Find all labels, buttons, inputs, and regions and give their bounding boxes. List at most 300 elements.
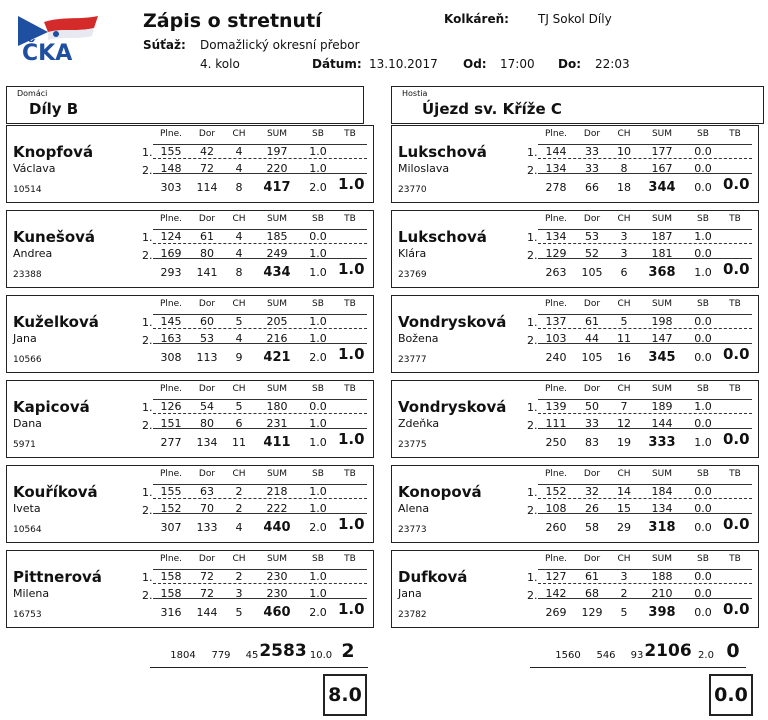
round-dor: 50 <box>585 400 599 413</box>
round-dor: 33 <box>585 417 599 430</box>
player-registration: 10566 <box>13 355 42 365</box>
column-header-ch: CH <box>232 384 246 394</box>
round-sb: 0.0 <box>694 162 712 175</box>
total-dor: 134 <box>196 436 218 449</box>
column-header-sum: SUM <box>651 299 673 309</box>
row-divider <box>153 328 367 329</box>
total-ch: 6 <box>620 266 628 279</box>
round-number: 2. <box>142 589 153 602</box>
column-header-ch: CH <box>232 469 246 479</box>
round-plne: 134 <box>545 162 567 175</box>
column-header-plne: Plne. <box>544 299 568 309</box>
round-ch: 14 <box>617 485 631 498</box>
total-sb: 2.0 <box>309 606 327 619</box>
column-header-sb: SB <box>312 469 324 479</box>
column-header-tb: TB <box>729 299 741 309</box>
sutaz-label: Súťaž: <box>143 38 186 52</box>
round-dor: 54 <box>200 400 214 413</box>
column-header-dor: Dor <box>583 384 601 394</box>
round-ch: 3 <box>235 587 243 600</box>
round-sb: 0.0 <box>694 417 712 430</box>
round-ch: 8 <box>620 162 628 175</box>
page-title: Zápis o stretnutí <box>143 10 322 32</box>
round-sum: 220 <box>266 162 288 175</box>
round-dor: 32 <box>585 485 599 498</box>
total-sum: 460 <box>263 605 291 620</box>
round-number: 1. <box>142 146 153 159</box>
datum-label: Dátum: <box>312 57 362 71</box>
total-sum: 368 <box>648 265 676 280</box>
round-number: 1. <box>527 486 538 499</box>
column-header-tb: TB <box>729 129 741 139</box>
round-plne: 148 <box>160 162 182 175</box>
round-plne: 151 <box>160 417 182 430</box>
player-surname: Lukschová <box>398 143 487 161</box>
player-registration: 23782 <box>398 610 427 620</box>
total-plne: 316 <box>160 606 182 619</box>
round-ch: 6 <box>235 417 243 430</box>
player-tb-points: 0.0 <box>723 345 750 363</box>
round-dor: 26 <box>585 502 599 515</box>
round-sb: 1.0 <box>309 315 327 328</box>
round-dor: 61 <box>200 230 214 243</box>
column-header-tb: TB <box>344 129 356 139</box>
column-header-sum: SUM <box>266 129 288 139</box>
round-number: 1. <box>527 231 538 244</box>
player-registration: 23769 <box>398 270 427 280</box>
round-number: 1. <box>142 401 153 414</box>
round-plne: 145 <box>160 315 182 328</box>
column-header-sum: SUM <box>266 554 288 564</box>
round-sb: 0.0 <box>309 230 327 243</box>
round-sum: 230 <box>266 570 288 583</box>
player-first-name: Václava <box>13 162 56 175</box>
round-sum: 216 <box>266 332 288 345</box>
total-sum: 417 <box>263 180 291 195</box>
round-dor: 53 <box>585 230 599 243</box>
round-dor: 80 <box>200 247 214 260</box>
round-sb: 1.0 <box>309 332 327 345</box>
away-total-tb: 0 <box>726 640 740 662</box>
round-sb: 1.0 <box>309 145 327 158</box>
round-sb: 0.0 <box>694 587 712 600</box>
player-surname: Vondrysková <box>398 398 507 416</box>
round-dor: 61 <box>585 315 599 328</box>
player-registration: 16753 <box>13 610 42 620</box>
od-value: 17:00 <box>500 57 535 71</box>
column-header-sum: SUM <box>651 469 673 479</box>
column-header-plne: Plne. <box>159 469 183 479</box>
column-header-tb: TB <box>344 214 356 224</box>
kolo-value: 4. kolo <box>200 57 240 71</box>
home-player-card <box>6 295 374 373</box>
od-label: Od: <box>463 57 487 71</box>
round-dor: 61 <box>585 570 599 583</box>
home-player-card <box>6 380 374 458</box>
datum-value: 13.10.2017 <box>369 57 438 71</box>
round-sum: 205 <box>266 315 288 328</box>
round-ch: 4 <box>235 162 243 175</box>
round-plne: 158 <box>160 570 182 583</box>
player-first-name: Dana <box>13 417 42 430</box>
player-registration: 23770 <box>398 185 427 195</box>
round-sum: 231 <box>266 417 288 430</box>
round-ch: 3 <box>620 230 628 243</box>
player-tb-points: 1.0 <box>338 260 365 278</box>
player-first-name: Zdeňka <box>398 417 440 430</box>
column-header-sum: SUM <box>266 299 288 309</box>
row-divider <box>538 498 752 499</box>
column-header-sum: SUM <box>266 384 288 394</box>
total-sb: 2.0 <box>309 351 327 364</box>
away-team-box <box>391 86 764 124</box>
round-number: 2. <box>527 589 538 602</box>
player-tb-points: 1.0 <box>338 345 365 363</box>
total-ch: 29 <box>617 521 631 534</box>
round-sb: 1.0 <box>309 162 327 175</box>
round-number: 1. <box>527 571 538 584</box>
player-tb-points: 1.0 <box>338 430 365 448</box>
round-sum: 230 <box>266 587 288 600</box>
row-divider <box>538 583 752 584</box>
column-header-sum: SUM <box>651 554 673 564</box>
total-ch: 11 <box>232 436 246 449</box>
player-tb-points: 0.0 <box>723 430 750 448</box>
round-number: 1. <box>142 231 153 244</box>
home-total-dor: 779 <box>211 650 231 661</box>
row-divider <box>538 328 752 329</box>
player-first-name: Andrea <box>13 247 53 260</box>
total-sb: 0.0 <box>694 351 712 364</box>
round-plne: 137 <box>545 315 567 328</box>
round-sb: 0.0 <box>309 400 327 413</box>
player-first-name: Miloslava <box>398 162 450 175</box>
total-plne: 250 <box>545 436 567 449</box>
column-header-sb: SB <box>312 554 324 564</box>
round-ch: 4 <box>235 332 243 345</box>
column-header-sb: SB <box>697 554 709 564</box>
column-header-sb: SB <box>697 469 709 479</box>
player-first-name: Jana <box>13 332 37 345</box>
away-player-card <box>391 125 759 203</box>
column-header-sb: SB <box>312 214 324 224</box>
round-ch: 2 <box>235 485 243 498</box>
total-sb: 1.0 <box>694 266 712 279</box>
column-header-sb: SB <box>697 384 709 394</box>
sutaz-value: Domažlický okresní přebor <box>200 38 360 52</box>
column-header-sb: SB <box>312 299 324 309</box>
home-label: Domáci <box>17 89 48 98</box>
round-sum: 210 <box>651 587 673 600</box>
total-sum: 333 <box>648 435 676 450</box>
total-plne: 260 <box>545 521 567 534</box>
round-ch: 15 <box>617 502 631 515</box>
total-sb: 2.0 <box>309 521 327 534</box>
round-sb: 0.0 <box>694 145 712 158</box>
round-dor: 60 <box>200 315 214 328</box>
round-sum: 218 <box>266 485 288 498</box>
round-number: 2. <box>142 504 153 517</box>
column-header-plne: Plne. <box>544 384 568 394</box>
round-ch: 5 <box>235 315 243 328</box>
column-header-dor: Dor <box>583 299 601 309</box>
column-header-sb: SB <box>697 129 709 139</box>
svg-text:ČKA: ČKA <box>22 41 73 66</box>
column-header-sb: SB <box>697 214 709 224</box>
total-ch: 5 <box>235 606 243 619</box>
player-surname: Kuželková <box>13 313 99 331</box>
round-ch: 3 <box>620 570 628 583</box>
total-plne: 293 <box>160 266 182 279</box>
round-sum: 249 <box>266 247 288 260</box>
column-header-tb: TB <box>729 214 741 224</box>
total-ch: 4 <box>235 521 243 534</box>
round-number: 2. <box>142 164 153 177</box>
round-dor: 80 <box>200 417 214 430</box>
player-first-name: Milena <box>13 587 50 600</box>
round-sb: 0.0 <box>694 315 712 328</box>
round-sum: 222 <box>266 502 288 515</box>
home-total-ch: 45 <box>245 650 259 661</box>
away-final-score: 0.0 <box>709 674 753 716</box>
player-first-name: Alena <box>398 502 430 515</box>
total-dor: 129 <box>581 606 603 619</box>
home-total-plne: 1804 <box>170 650 196 661</box>
total-plne: 277 <box>160 436 182 449</box>
total-dor: 114 <box>196 181 218 194</box>
home-team-box <box>6 86 364 124</box>
total-sum: 434 <box>263 265 291 280</box>
away-totals-line <box>530 667 746 668</box>
total-sb: 1.0 <box>694 436 712 449</box>
total-sum: 440 <box>263 520 291 535</box>
total-ch: 16 <box>617 351 631 364</box>
home-player-card <box>6 125 374 203</box>
round-plne: 111 <box>545 417 567 430</box>
cka-logo <box>14 12 100 66</box>
round-plne: 169 <box>160 247 182 260</box>
player-first-name: Iveta <box>13 502 41 515</box>
home-total-sum: 2583 <box>259 641 307 661</box>
total-dor: 105 <box>581 351 603 364</box>
round-plne: 134 <box>545 230 567 243</box>
column-header-plne: Plne. <box>159 384 183 394</box>
round-sum: 185 <box>266 230 288 243</box>
player-tb-points: 1.0 <box>338 515 365 533</box>
column-header-ch: CH <box>617 299 631 309</box>
total-ch: 19 <box>617 436 631 449</box>
round-plne: 129 <box>545 247 567 260</box>
round-dor: 72 <box>200 570 214 583</box>
round-number: 1. <box>142 571 153 584</box>
player-surname: Kouříková <box>13 483 98 501</box>
away-player-card <box>391 465 759 543</box>
round-sum: 134 <box>651 502 673 515</box>
round-number: 1. <box>527 401 538 414</box>
column-header-dor: Dor <box>198 384 216 394</box>
total-dor: 105 <box>581 266 603 279</box>
column-header-ch: CH <box>617 214 631 224</box>
round-ch: 2 <box>235 502 243 515</box>
column-header-sum: SUM <box>266 214 288 224</box>
round-ch: 3 <box>620 247 628 260</box>
home-player-card <box>6 210 374 288</box>
column-header-tb: TB <box>729 384 741 394</box>
round-sb: 0.0 <box>694 247 712 260</box>
round-ch: 2 <box>235 570 243 583</box>
total-dor: 66 <box>585 181 599 194</box>
player-first-name: Klára <box>398 247 427 260</box>
round-ch: 12 <box>617 417 631 430</box>
player-surname: Kapicová <box>13 398 90 416</box>
round-number: 2. <box>142 249 153 262</box>
home-totals <box>6 640 372 664</box>
round-ch: 7 <box>620 400 628 413</box>
round-sb: 1.0 <box>694 400 712 413</box>
round-sum: 144 <box>651 417 673 430</box>
round-ch: 5 <box>620 315 628 328</box>
round-plne: 163 <box>160 332 182 345</box>
away-totals <box>391 640 757 664</box>
player-tb-points: 0.0 <box>723 600 750 618</box>
column-header-tb: TB <box>344 469 356 479</box>
round-number: 2. <box>142 334 153 347</box>
home-player-card <box>6 465 374 543</box>
column-header-dor: Dor <box>198 129 216 139</box>
round-plne: 144 <box>545 145 567 158</box>
total-ch: 18 <box>617 181 631 194</box>
kolkaren-label: Kolkáreň: <box>444 12 509 26</box>
total-plne: 269 <box>545 606 567 619</box>
round-plne: 139 <box>545 400 567 413</box>
round-sb: 0.0 <box>694 502 712 515</box>
round-number: 2. <box>527 419 538 432</box>
round-dor: 44 <box>585 332 599 345</box>
round-dor: 68 <box>585 587 599 600</box>
column-header-dor: Dor <box>583 469 601 479</box>
round-sb: 1.0 <box>309 485 327 498</box>
round-sum: 187 <box>651 230 673 243</box>
round-number: 2. <box>527 164 538 177</box>
round-dor: 72 <box>200 162 214 175</box>
round-dor: 33 <box>585 145 599 158</box>
away-total-sum: 2106 <box>644 641 692 661</box>
round-number: 2. <box>527 334 538 347</box>
round-number: 1. <box>142 486 153 499</box>
round-sum: 198 <box>651 315 673 328</box>
total-plne: 307 <box>160 521 182 534</box>
total-dor: 58 <box>585 521 599 534</box>
column-header-plne: Plne. <box>159 129 183 139</box>
round-number: 2. <box>142 419 153 432</box>
row-divider <box>153 158 367 159</box>
round-sb: 1.0 <box>309 417 327 430</box>
player-registration: 23775 <box>398 440 427 450</box>
home-final-score: 8.0 <box>323 674 367 716</box>
total-sum: 421 <box>263 350 291 365</box>
away-team-name: Újezd sv. Kříže C <box>422 100 562 118</box>
column-header-dor: Dor <box>198 299 216 309</box>
column-header-plne: Plne. <box>159 554 183 564</box>
round-dor: 53 <box>200 332 214 345</box>
round-plne: 152 <box>160 502 182 515</box>
round-ch: 4 <box>235 145 243 158</box>
home-total-sb: 10.0 <box>309 650 333 661</box>
row-divider <box>153 583 367 584</box>
player-surname: Konopová <box>398 483 482 501</box>
round-sb: 1.0 <box>309 587 327 600</box>
total-sum: 318 <box>648 520 676 535</box>
player-surname: Pittnerová <box>13 568 102 586</box>
column-header-sum: SUM <box>651 384 673 394</box>
column-header-ch: CH <box>232 299 246 309</box>
round-ch: 10 <box>617 145 631 158</box>
player-tb-points: 0.0 <box>723 175 750 193</box>
away-label: Hostia <box>402 89 428 98</box>
round-ch: 4 <box>235 230 243 243</box>
round-sb: 1.0 <box>694 230 712 243</box>
round-ch: 5 <box>235 400 243 413</box>
round-sum: 184 <box>651 485 673 498</box>
round-sb: 0.0 <box>694 485 712 498</box>
home-totals-line <box>150 667 368 668</box>
away-total-ch: 93 <box>630 650 644 661</box>
player-registration: 23773 <box>398 525 427 535</box>
total-plne: 263 <box>545 266 567 279</box>
away-total-dor: 546 <box>596 650 616 661</box>
column-header-ch: CH <box>232 554 246 564</box>
player-tb-points: 1.0 <box>338 175 365 193</box>
round-dor: 72 <box>200 587 214 600</box>
column-header-tb: TB <box>729 554 741 564</box>
player-registration: 23777 <box>398 355 427 365</box>
row-divider <box>538 413 752 414</box>
column-header-dor: Dor <box>583 214 601 224</box>
column-header-dor: Dor <box>583 554 601 564</box>
player-first-name: Jana <box>398 587 422 600</box>
round-sb: 1.0 <box>309 570 327 583</box>
home-total-tb: 2 <box>341 640 355 662</box>
total-dor: 133 <box>196 521 218 534</box>
column-header-ch: CH <box>232 214 246 224</box>
total-sb: 0.0 <box>694 606 712 619</box>
player-tb-points: 0.0 <box>723 260 750 278</box>
column-header-sb: SB <box>697 299 709 309</box>
column-header-ch: CH <box>617 469 631 479</box>
column-header-sum: SUM <box>651 129 673 139</box>
column-header-tb: TB <box>344 384 356 394</box>
total-sum: 411 <box>263 435 291 450</box>
round-ch: 4 <box>235 247 243 260</box>
home-team-name: Díly B <box>29 100 79 118</box>
round-plne: 158 <box>160 587 182 600</box>
round-sb: 0.0 <box>694 570 712 583</box>
round-dor: 42 <box>200 145 214 158</box>
column-header-plne: Plne. <box>544 469 568 479</box>
column-header-tb: TB <box>729 469 741 479</box>
round-dor: 52 <box>585 247 599 260</box>
column-header-plne: Plne. <box>159 299 183 309</box>
player-registration: 10514 <box>13 185 42 195</box>
round-plne: 127 <box>545 570 567 583</box>
round-plne: 152 <box>545 485 567 498</box>
column-header-ch: CH <box>617 554 631 564</box>
player-surname: Knopfová <box>13 143 94 161</box>
away-total-plne: 1560 <box>555 650 581 661</box>
column-header-dor: Dor <box>198 554 216 564</box>
column-header-dor: Dor <box>198 214 216 224</box>
player-surname: Kunešová <box>13 228 96 246</box>
